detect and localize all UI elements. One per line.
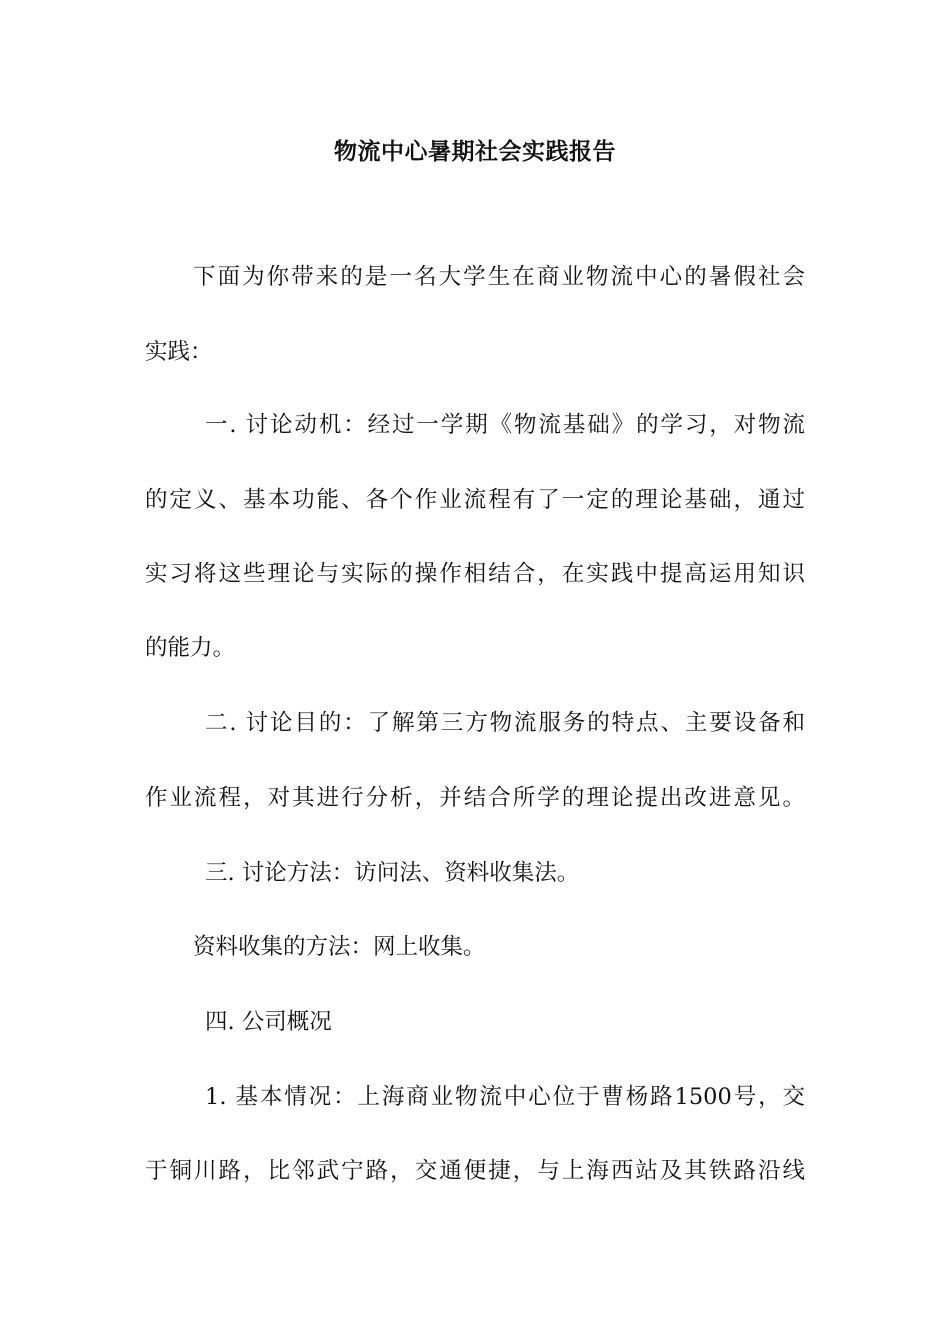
paragraph-line: 1. 基本情况：上海商业物流中心位于曹杨路1500号，交 bbox=[205, 1084, 805, 1110]
paragraph-line: 于铜川路，比邻武宁路，交通便捷，与上海西站及其铁路沿线 bbox=[145, 1158, 805, 1184]
paragraph-line: 资料收集的方法：网上收集。 bbox=[193, 934, 486, 960]
document-title: 物流中心暑期社会实践报告 bbox=[334, 138, 616, 165]
paragraph-line: 三. 讨论方法：访问法、资料收集法。 bbox=[205, 860, 580, 886]
paragraph-line: 的定义、基本功能、各个作业流程有了一定的理论基础，通过 bbox=[145, 487, 805, 513]
paragraph-line: 二. 讨论目的：了解第三方物流服务的特点、主要设备和 bbox=[205, 710, 805, 736]
paragraph-line: 作业流程，对其进行分析，并结合所学的理论提出改进意见。 bbox=[145, 785, 805, 811]
paragraph-line: 实践： bbox=[145, 339, 213, 365]
section-heading: 四. 公司概况 bbox=[205, 1009, 332, 1035]
paragraph-line: 实习将这些理论与实际的操作相结合，在实践中提高运用知识 bbox=[145, 561, 805, 587]
paragraph-line: 的能力。 bbox=[145, 635, 236, 661]
paragraph-line: 一. 讨论动机：经过一学期《物流基础》的学习，对物流 bbox=[205, 412, 805, 438]
paragraph-line: 下面为你带来的是一名大学生在商业物流中心的暑假社会 bbox=[193, 264, 805, 290]
